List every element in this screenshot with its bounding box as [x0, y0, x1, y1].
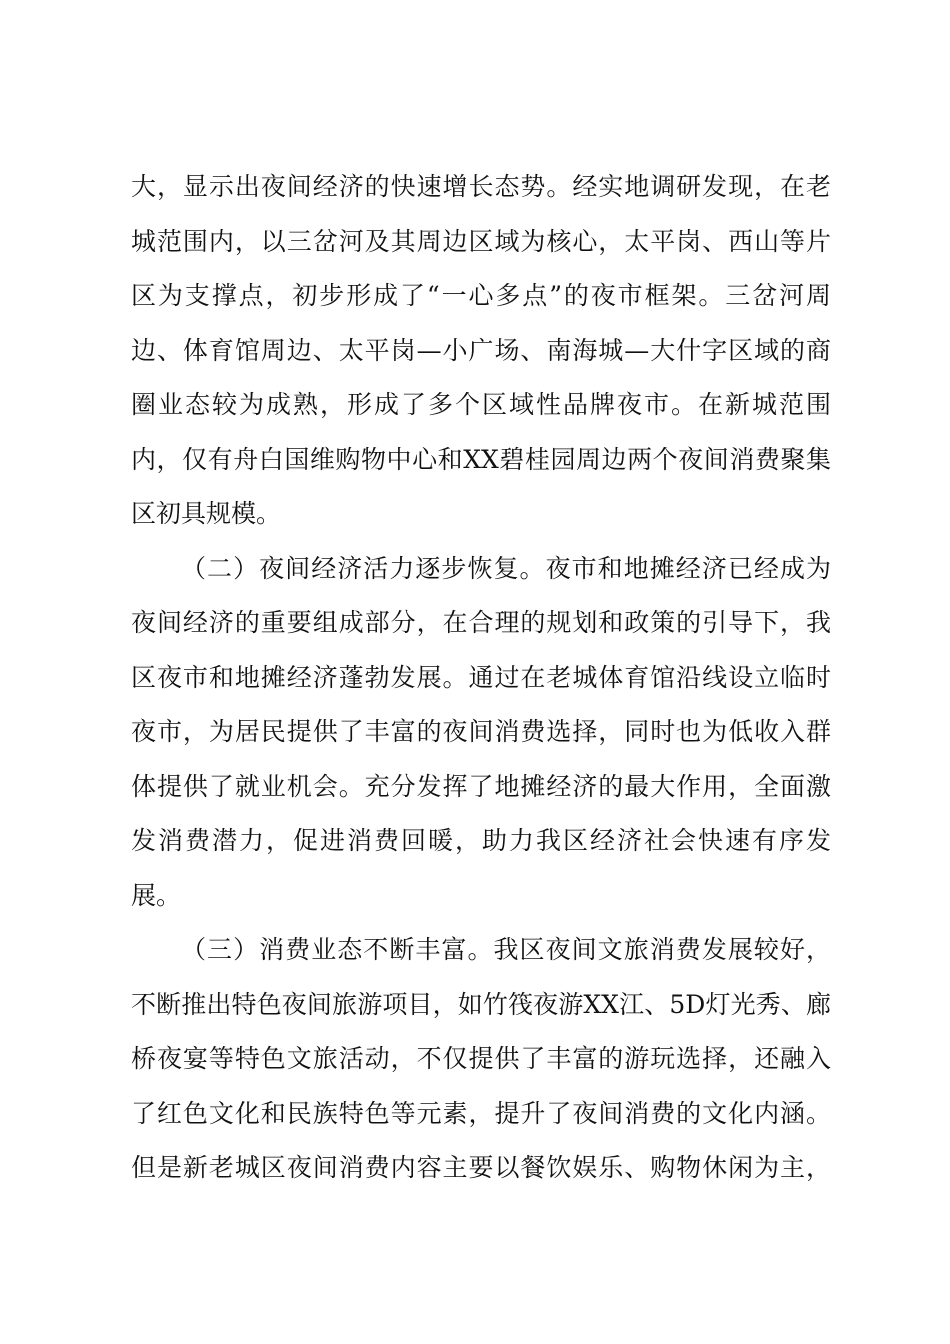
text-line: 区初具规模。: [131, 499, 282, 528]
text-line: 夜间经济的重要组成部分，在合理的规划和政策的引导下，我: [131, 608, 831, 637]
text-line: 圈业态较为成熟，形成了多个区域性品牌夜市。在新城范围: [131, 390, 831, 419]
document-body: [131, 160, 831, 1196]
text-line: 城范围内，以三岔河及其周边区域为核心，太平岗、西山等片: [131, 226, 831, 256]
section-heading-line: （二）夜间经济活力逐步恢复。夜市和地摊经济已经成为: [181, 553, 831, 583]
text-line: 桥夜宴等特色文旅活动，不仅提供了丰富的游玩选择，还融入: [131, 1044, 831, 1073]
paragraph-section-three: [131, 923, 831, 1196]
text-line: 区夜市和地摊经济蓬勃发展。通过在老城体育馆沿线设立临时: [131, 662, 831, 692]
paragraph-night-market-layout: [131, 160, 831, 542]
text-line: 展。: [131, 880, 182, 910]
text-line: 大，显示出夜间经济的快速增长态势。经实地调研发现，在老: [131, 172, 831, 201]
text-line: 体提供了就业机会。充分发挥了地摊经济的最大作用，全面激: [131, 771, 831, 801]
text-line: 夜市，为居民提供了丰富的夜间消费选择，同时也为低收入群: [131, 717, 831, 746]
text-line: 了红色文化和民族特色等元素，提升了夜间消费的文化内涵。: [131, 1098, 831, 1128]
text-line: 内，仅有舟白国维购物中心和XX碧桂园周边两个夜间消费聚集: [131, 444, 831, 474]
text-line: 但是新老城区夜间消费内容主要以餐饮娱乐、购物休闲为主，: [131, 1153, 831, 1182]
text-line: 发消费潜力，促进消费回暖，助力我区经济社会快速有序发: [131, 826, 831, 855]
paragraph-section-two: [131, 542, 831, 924]
text-line: 边、体育馆周边、太平岗—小广场、南海城—大什字区域的商: [131, 335, 831, 365]
section-heading-line: （三）消费业态不断丰富。我区夜间文旅消费发展较好，: [181, 935, 831, 964]
text-line: 不断推出特色夜间旅游项目，如竹筏夜游XX江、5D灯光秀、廊: [131, 989, 831, 1019]
text-line: 区为支撑点，初步形成了“一心多点”的夜市框架。三岔河周: [131, 281, 831, 310]
